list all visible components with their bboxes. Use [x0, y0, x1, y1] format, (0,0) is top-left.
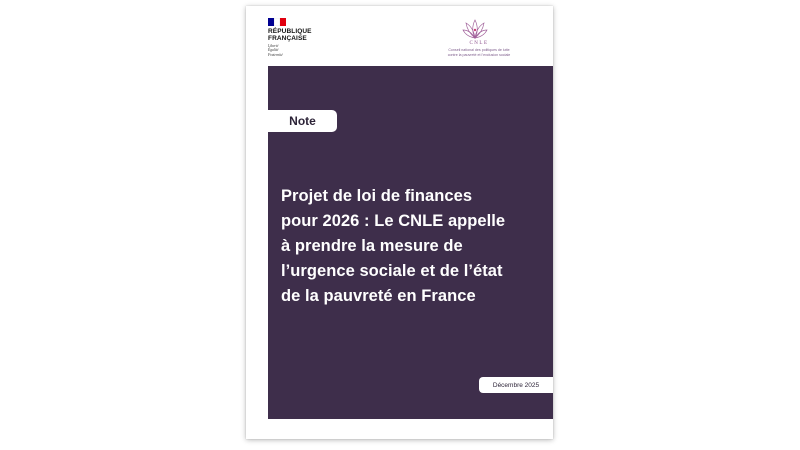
document-cover-page	[246, 6, 553, 439]
title-line: de la pauvreté en France	[281, 287, 476, 305]
republique-francaise-logo	[268, 18, 348, 66]
republique-motto: Liberté Égalité Fraternité	[268, 44, 283, 57]
cover-panel	[268, 66, 553, 419]
title-line: Projet de loi de finances	[281, 187, 473, 205]
document-title	[281, 184, 543, 309]
cnle-full-name: Conseil national des politiques de lutte contre la pauvreté et l’exclusion sociale	[447, 48, 511, 57]
title-line: à prendre la mesure de	[281, 237, 463, 255]
title-line: l’urgence sociale et de l’état	[281, 262, 503, 280]
republique-francaise-name: RÉPUBLIQUE FRANÇAISE	[268, 28, 312, 43]
title-line: pour 2026 : Le CNLE appelle	[281, 212, 506, 230]
document-date-tag: Décembre 2025	[479, 377, 553, 393]
document-type-tag: Note	[268, 110, 337, 132]
cnle-acronym: CNLE	[469, 41, 489, 46]
cnle-flower-icon	[462, 18, 488, 40]
cnle-logo	[424, 18, 534, 64]
french-flag-icon	[268, 18, 286, 26]
